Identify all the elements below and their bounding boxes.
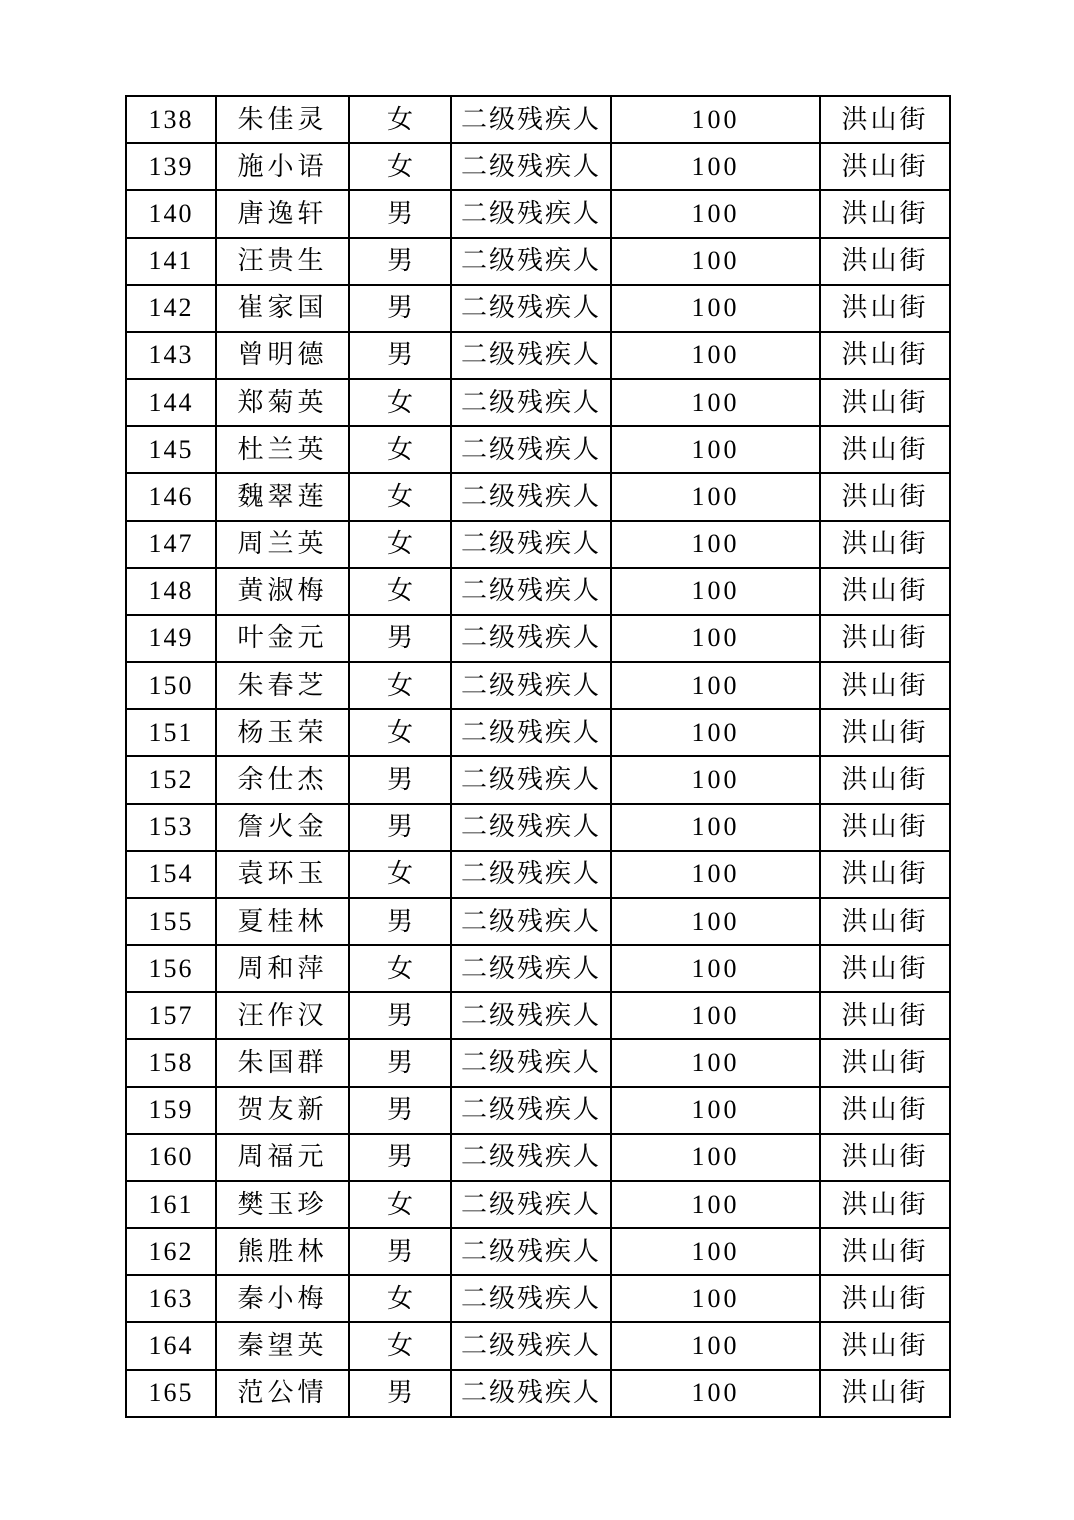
cell-category: 二级残疾人 bbox=[451, 190, 611, 237]
table-row bbox=[126, 662, 950, 709]
cell-street: 洪山街 bbox=[820, 709, 950, 756]
cell-no: 146 bbox=[126, 473, 216, 520]
table-row bbox=[126, 379, 950, 426]
cell-name: 朱国群 bbox=[216, 1039, 349, 1086]
cell-street: 洪山街 bbox=[820, 851, 950, 898]
cell-category: 二级残疾人 bbox=[451, 1322, 611, 1369]
cell-street: 洪山街 bbox=[820, 1370, 950, 1417]
cell-gender: 男 bbox=[349, 898, 451, 945]
cell-name: 曾明德 bbox=[216, 332, 349, 379]
table-row bbox=[126, 1134, 950, 1181]
cell-no: 139 bbox=[126, 143, 216, 190]
cell-no: 153 bbox=[126, 804, 216, 851]
cell-category: 二级残疾人 bbox=[451, 898, 611, 945]
cell-street: 洪山街 bbox=[820, 992, 950, 1039]
table-row bbox=[126, 285, 950, 332]
cell-amount: 100 bbox=[611, 521, 820, 568]
cell-amount: 100 bbox=[611, 804, 820, 851]
cell-category: 二级残疾人 bbox=[451, 851, 611, 898]
cell-street: 洪山街 bbox=[820, 1181, 950, 1228]
table-row bbox=[126, 709, 950, 756]
cell-gender: 女 bbox=[349, 568, 451, 615]
cell-street: 洪山街 bbox=[820, 379, 950, 426]
cell-amount: 100 bbox=[611, 143, 820, 190]
cell-amount: 100 bbox=[611, 1370, 820, 1417]
table-row bbox=[126, 96, 950, 143]
cell-no: 138 bbox=[126, 96, 216, 143]
records-table-body bbox=[126, 96, 950, 1417]
cell-street: 洪山街 bbox=[820, 568, 950, 615]
cell-no: 144 bbox=[126, 379, 216, 426]
cell-gender: 男 bbox=[349, 1039, 451, 1086]
cell-category: 二级残疾人 bbox=[451, 96, 611, 143]
cell-name: 詹火金 bbox=[216, 804, 349, 851]
table-row bbox=[126, 851, 950, 898]
cell-category: 二级残疾人 bbox=[451, 426, 611, 473]
cell-category: 二级残疾人 bbox=[451, 709, 611, 756]
table-row bbox=[126, 568, 950, 615]
cell-no: 158 bbox=[126, 1039, 216, 1086]
cell-name: 崔家国 bbox=[216, 285, 349, 332]
cell-name: 周福元 bbox=[216, 1134, 349, 1181]
cell-name: 贺友新 bbox=[216, 1087, 349, 1134]
cell-no: 143 bbox=[126, 332, 216, 379]
cell-amount: 100 bbox=[611, 568, 820, 615]
cell-amount: 100 bbox=[611, 851, 820, 898]
cell-name: 朱春芝 bbox=[216, 662, 349, 709]
cell-no: 162 bbox=[126, 1228, 216, 1275]
cell-no: 160 bbox=[126, 1134, 216, 1181]
cell-gender: 男 bbox=[349, 1134, 451, 1181]
table-row bbox=[126, 945, 950, 992]
cell-amount: 100 bbox=[611, 96, 820, 143]
cell-no: 142 bbox=[126, 285, 216, 332]
table-row bbox=[126, 1039, 950, 1086]
table-row bbox=[126, 426, 950, 473]
table-row bbox=[126, 521, 950, 568]
cell-name: 叶金元 bbox=[216, 615, 349, 662]
cell-amount: 100 bbox=[611, 1275, 820, 1322]
table-row bbox=[126, 1322, 950, 1369]
cell-category: 二级残疾人 bbox=[451, 521, 611, 568]
cell-amount: 100 bbox=[611, 1134, 820, 1181]
cell-category: 二级残疾人 bbox=[451, 285, 611, 332]
cell-street: 洪山街 bbox=[820, 332, 950, 379]
cell-street: 洪山街 bbox=[820, 1039, 950, 1086]
table-row bbox=[126, 332, 950, 379]
cell-street: 洪山街 bbox=[820, 1322, 950, 1369]
cell-name: 汪作汉 bbox=[216, 992, 349, 1039]
cell-street: 洪山街 bbox=[820, 898, 950, 945]
cell-street: 洪山街 bbox=[820, 1228, 950, 1275]
cell-no: 141 bbox=[126, 238, 216, 285]
cell-name: 黄淑梅 bbox=[216, 568, 349, 615]
cell-amount: 100 bbox=[611, 332, 820, 379]
cell-amount: 100 bbox=[611, 1087, 820, 1134]
cell-gender: 男 bbox=[349, 332, 451, 379]
cell-name: 余仕杰 bbox=[216, 756, 349, 803]
cell-street: 洪山街 bbox=[820, 96, 950, 143]
cell-no: 163 bbox=[126, 1275, 216, 1322]
cell-street: 洪山街 bbox=[820, 521, 950, 568]
cell-street: 洪山街 bbox=[820, 662, 950, 709]
table-row bbox=[126, 804, 950, 851]
cell-no: 156 bbox=[126, 945, 216, 992]
cell-amount: 100 bbox=[611, 1228, 820, 1275]
cell-gender: 男 bbox=[349, 1370, 451, 1417]
cell-category: 二级残疾人 bbox=[451, 804, 611, 851]
table-row bbox=[126, 1370, 950, 1417]
cell-gender: 男 bbox=[349, 756, 451, 803]
cell-gender: 男 bbox=[349, 285, 451, 332]
cell-street: 洪山街 bbox=[820, 190, 950, 237]
cell-name: 袁环玉 bbox=[216, 851, 349, 898]
cell-street: 洪山街 bbox=[820, 285, 950, 332]
cell-name: 夏桂林 bbox=[216, 898, 349, 945]
cell-amount: 100 bbox=[611, 992, 820, 1039]
table-row bbox=[126, 1087, 950, 1134]
cell-gender: 男 bbox=[349, 992, 451, 1039]
cell-amount: 100 bbox=[611, 898, 820, 945]
cell-gender: 女 bbox=[349, 1275, 451, 1322]
cell-amount: 100 bbox=[611, 945, 820, 992]
recipients-table bbox=[125, 95, 951, 1418]
cell-name: 郑菊英 bbox=[216, 379, 349, 426]
cell-amount: 100 bbox=[611, 1322, 820, 1369]
cell-name: 秦小梅 bbox=[216, 1275, 349, 1322]
cell-category: 二级残疾人 bbox=[451, 143, 611, 190]
table-row bbox=[126, 992, 950, 1039]
cell-gender: 男 bbox=[349, 804, 451, 851]
cell-amount: 100 bbox=[611, 285, 820, 332]
cell-street: 洪山街 bbox=[820, 756, 950, 803]
table-row bbox=[126, 898, 950, 945]
cell-street: 洪山街 bbox=[820, 615, 950, 662]
cell-gender: 男 bbox=[349, 615, 451, 662]
cell-street: 洪山街 bbox=[820, 238, 950, 285]
table-row bbox=[126, 1181, 950, 1228]
cell-gender: 男 bbox=[349, 190, 451, 237]
cell-no: 147 bbox=[126, 521, 216, 568]
cell-gender: 男 bbox=[349, 1228, 451, 1275]
cell-gender: 女 bbox=[349, 473, 451, 520]
cell-name: 朱佳灵 bbox=[216, 96, 349, 143]
cell-no: 140 bbox=[126, 190, 216, 237]
cell-name: 周兰英 bbox=[216, 521, 349, 568]
table-row bbox=[126, 238, 950, 285]
cell-no: 152 bbox=[126, 756, 216, 803]
cell-amount: 100 bbox=[611, 473, 820, 520]
cell-no: 157 bbox=[126, 992, 216, 1039]
cell-amount: 100 bbox=[611, 1181, 820, 1228]
cell-amount: 100 bbox=[611, 756, 820, 803]
cell-name: 唐逸轩 bbox=[216, 190, 349, 237]
cell-street: 洪山街 bbox=[820, 426, 950, 473]
cell-street: 洪山街 bbox=[820, 804, 950, 851]
cell-gender: 女 bbox=[349, 1322, 451, 1369]
cell-category: 二级残疾人 bbox=[451, 1370, 611, 1417]
cell-gender: 女 bbox=[349, 945, 451, 992]
cell-no: 154 bbox=[126, 851, 216, 898]
cell-name: 杜兰英 bbox=[216, 426, 349, 473]
cell-street: 洪山街 bbox=[820, 143, 950, 190]
cell-category: 二级残疾人 bbox=[451, 662, 611, 709]
cell-name: 汪贵生 bbox=[216, 238, 349, 285]
cell-category: 二级残疾人 bbox=[451, 1275, 611, 1322]
cell-amount: 100 bbox=[611, 615, 820, 662]
cell-name: 秦望英 bbox=[216, 1322, 349, 1369]
table-row bbox=[126, 143, 950, 190]
cell-street: 洪山街 bbox=[820, 1275, 950, 1322]
table-row bbox=[126, 756, 950, 803]
cell-name: 魏翠莲 bbox=[216, 473, 349, 520]
cell-name: 樊玉珍 bbox=[216, 1181, 349, 1228]
cell-gender: 女 bbox=[349, 379, 451, 426]
cell-no: 151 bbox=[126, 709, 216, 756]
cell-name: 熊胜林 bbox=[216, 1228, 349, 1275]
cell-no: 155 bbox=[126, 898, 216, 945]
cell-category: 二级残疾人 bbox=[451, 992, 611, 1039]
cell-no: 164 bbox=[126, 1322, 216, 1369]
cell-category: 二级残疾人 bbox=[451, 238, 611, 285]
cell-category: 二级残疾人 bbox=[451, 1228, 611, 1275]
cell-name: 杨玉荣 bbox=[216, 709, 349, 756]
cell-gender: 男 bbox=[349, 238, 451, 285]
cell-category: 二级残疾人 bbox=[451, 756, 611, 803]
cell-category: 二级残疾人 bbox=[451, 332, 611, 379]
cell-amount: 100 bbox=[611, 662, 820, 709]
table-row bbox=[126, 615, 950, 662]
cell-category: 二级残疾人 bbox=[451, 1134, 611, 1181]
cell-category: 二级残疾人 bbox=[451, 1087, 611, 1134]
cell-gender: 女 bbox=[349, 851, 451, 898]
cell-gender: 女 bbox=[349, 426, 451, 473]
table-row bbox=[126, 1228, 950, 1275]
cell-name: 施小语 bbox=[216, 143, 349, 190]
cell-no: 165 bbox=[126, 1370, 216, 1417]
cell-amount: 100 bbox=[611, 190, 820, 237]
cell-no: 150 bbox=[126, 662, 216, 709]
cell-street: 洪山街 bbox=[820, 1087, 950, 1134]
cell-amount: 100 bbox=[611, 709, 820, 756]
cell-amount: 100 bbox=[611, 379, 820, 426]
table-row bbox=[126, 1275, 950, 1322]
cell-gender: 男 bbox=[349, 1087, 451, 1134]
cell-no: 145 bbox=[126, 426, 216, 473]
cell-category: 二级残疾人 bbox=[451, 615, 611, 662]
cell-no: 149 bbox=[126, 615, 216, 662]
cell-name: 周和萍 bbox=[216, 945, 349, 992]
cell-gender: 女 bbox=[349, 709, 451, 756]
cell-category: 二级残疾人 bbox=[451, 1039, 611, 1086]
cell-category: 二级残疾人 bbox=[451, 473, 611, 520]
cell-street: 洪山街 bbox=[820, 1134, 950, 1181]
cell-category: 二级残疾人 bbox=[451, 1181, 611, 1228]
cell-gender: 女 bbox=[349, 143, 451, 190]
cell-gender: 女 bbox=[349, 521, 451, 568]
cell-name: 范公情 bbox=[216, 1370, 349, 1417]
cell-gender: 女 bbox=[349, 1181, 451, 1228]
cell-amount: 100 bbox=[611, 426, 820, 473]
cell-category: 二级残疾人 bbox=[451, 945, 611, 992]
cell-amount: 100 bbox=[611, 238, 820, 285]
cell-no: 161 bbox=[126, 1181, 216, 1228]
table-row bbox=[126, 473, 950, 520]
cell-amount: 100 bbox=[611, 1039, 820, 1086]
cell-street: 洪山街 bbox=[820, 945, 950, 992]
cell-no: 159 bbox=[126, 1087, 216, 1134]
cell-gender: 女 bbox=[349, 96, 451, 143]
cell-category: 二级残疾人 bbox=[451, 379, 611, 426]
cell-category: 二级残疾人 bbox=[451, 568, 611, 615]
cell-gender: 女 bbox=[349, 662, 451, 709]
cell-street: 洪山街 bbox=[820, 473, 950, 520]
table-row bbox=[126, 190, 950, 237]
cell-no: 148 bbox=[126, 568, 216, 615]
